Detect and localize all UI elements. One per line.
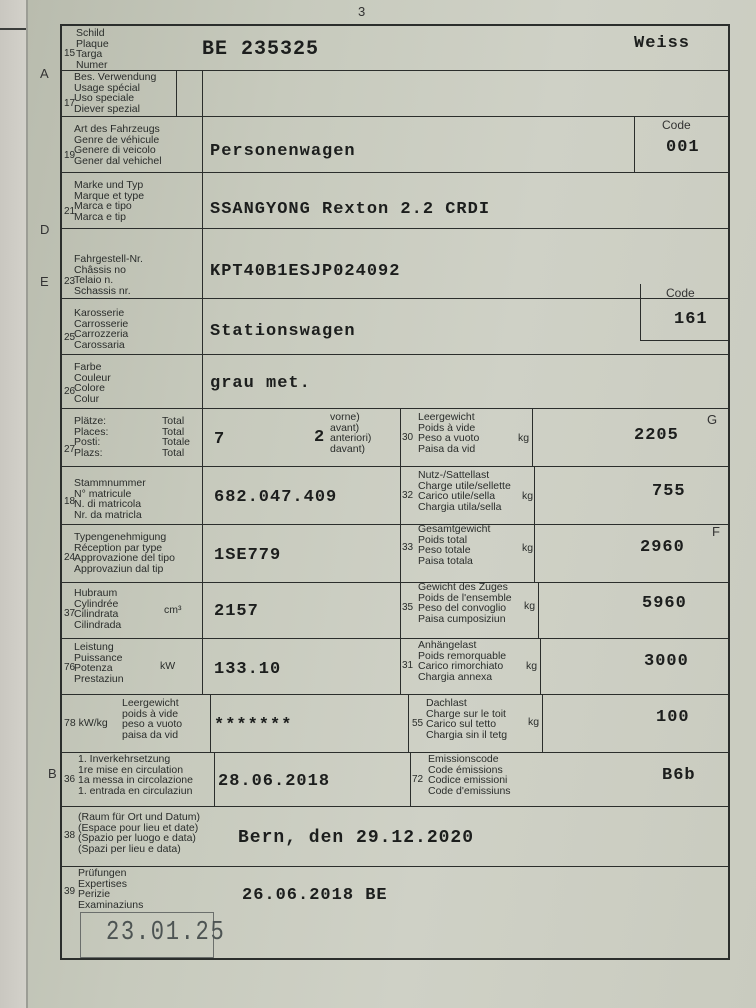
registration-form xyxy=(60,24,730,960)
empty-weight-value: 2205 xyxy=(634,426,679,445)
margin-letter-e: E xyxy=(40,274,49,289)
row-body xyxy=(62,286,728,355)
field-number: 25 xyxy=(64,332,76,343)
field-number: 37 xyxy=(64,608,76,619)
inspection-stamp: 23.01.25 xyxy=(106,918,226,948)
page-number: 3 xyxy=(358,4,366,19)
gross-weight-label: Gesamtgewicht Poids total Peso totale Paisa totala xyxy=(418,523,491,567)
field-number: 39 xyxy=(64,886,76,897)
place-date-label: (Raum für Ort und Datum) (Espace pour lieu et date) (Spazio per luogo e data) (Spazi per lieu e data) xyxy=(78,811,200,855)
field-number: 36 xyxy=(64,774,76,785)
vehicle-type-label: Art des Fahrzeugs Genre de véhicule Genere di veicolo Gener dal vehichel xyxy=(74,123,162,167)
body-value: Stationswagen xyxy=(210,322,356,341)
place-date-value: Bern, den 29.12.2020 xyxy=(238,828,475,848)
field-number: 76 xyxy=(64,662,76,673)
roof-load-label: Dachlast Charge sur le toit Carico sul tetto Chargia sin il tetg xyxy=(426,697,508,741)
vehicle-type-code: 001 xyxy=(666,138,700,157)
field-number: 18 xyxy=(64,496,76,507)
field-number: 23 xyxy=(64,276,76,287)
empty-weight-label: Leergewicht Poids à vide Peso a vuoto Paisa da vid xyxy=(418,411,480,455)
type-approval-value: 1SE779 xyxy=(214,546,282,565)
row-power-ratio-roof-load xyxy=(62,694,728,753)
trailer-load-label: Anhängelast Poids remorquable Carico rimorchiato Chargia annexa xyxy=(418,639,507,683)
make-value: SSANGYONG Rexton 2.2 CRDI xyxy=(210,200,491,219)
field-number: 78 xyxy=(64,717,76,729)
colour-label: Farbe Couleur Colore Colur xyxy=(74,361,111,405)
field-number: 30 xyxy=(402,432,414,443)
colour-value: grau met. xyxy=(210,374,311,393)
power-ratio-value: ******* xyxy=(214,716,293,735)
field-number: 21 xyxy=(64,206,76,217)
field-number: 72 xyxy=(412,774,424,785)
seats-front-label: vorne) avant) anteriori) davant) xyxy=(330,411,372,455)
power-ratio-number xyxy=(64,718,108,729)
payload-value: 755 xyxy=(652,482,686,501)
type-approval-label: Typengenehmigung Réception par type Approvazione del tipo Approvaziun dal tip xyxy=(74,531,175,575)
train-weight-value: 5960 xyxy=(642,594,687,613)
field-number: 32 xyxy=(402,490,414,501)
margin-letter-f: F xyxy=(712,524,720,539)
plate-value: BE 235325 xyxy=(202,38,320,61)
field-number: 24 xyxy=(64,552,76,563)
code-label: Code xyxy=(662,118,691,132)
plate-label: Schild Plaque Targa Numer xyxy=(76,27,109,71)
row-displacement-train-weight xyxy=(62,582,728,639)
field-number: 27 xyxy=(64,444,76,455)
trailer-load-unit: kg xyxy=(526,660,538,672)
seats-label: Plätze: Places: Posti: Plazs: xyxy=(74,415,109,459)
row-master-number-payload xyxy=(62,466,728,525)
field-number: 17 xyxy=(64,98,76,109)
first-registration-label: 1. Inverkehrsetzung 1re mise en circulation 1a messa in circolazione 1. entrada en circulaziun xyxy=(78,753,193,797)
margin-letter-g: G xyxy=(707,412,718,427)
gross-weight-unit: kg xyxy=(522,542,534,554)
roof-load-value: 100 xyxy=(656,708,690,727)
power-unit: kW xyxy=(160,660,176,672)
seats-total-value: 7 xyxy=(214,430,226,449)
margin-letter-d: D xyxy=(40,222,50,237)
vehicle-type-value: Personenwagen xyxy=(210,142,356,161)
usage-label: Bes. Verwendung Usage spécial Uso speciale Diever spezial xyxy=(74,71,157,115)
row-colour xyxy=(62,354,728,409)
displacement-unit: cm³ xyxy=(164,604,182,616)
power-ratio-prefix: kW/kg xyxy=(78,717,108,729)
payload-label: Nutz-/Sattellast Charge utile/sellette Carico utile/sella Chargia utila/sella xyxy=(418,469,511,513)
field-number: 26 xyxy=(64,386,76,397)
registration-document-page xyxy=(26,0,756,1008)
vin-value: KPT40B1ESJP024092 xyxy=(210,262,401,281)
row-inspections xyxy=(62,866,728,956)
first-registration-value: 28.06.2018 xyxy=(218,772,331,791)
master-number-value: 682.047.409 xyxy=(214,488,338,507)
margin-letter-a: A xyxy=(40,66,49,81)
row-usage xyxy=(62,70,728,117)
empty-weight-unit: kg xyxy=(518,432,530,444)
make-label: Marke und Typ Marque et type Marca e tipo Marca e tip xyxy=(74,179,145,223)
field-number: 31 xyxy=(402,660,414,671)
row-power-trailer-load xyxy=(62,638,728,695)
power-value: 133.10 xyxy=(214,660,282,679)
roof-load-unit: kg xyxy=(528,716,540,728)
inspections-value: 26.06.2018 BE xyxy=(242,886,388,905)
train-weight-unit: kg xyxy=(524,600,536,612)
field-number: 19 xyxy=(64,150,76,161)
field-number: 55 xyxy=(412,718,424,729)
body-label: Karosserie Carrosserie Carrozzeria Carossaria xyxy=(74,307,129,351)
gross-weight-value: 2960 xyxy=(640,538,685,557)
trailer-load-value: 3000 xyxy=(644,652,689,671)
inspections-label: Prüfungen Expertises Perizie Examinaziuns xyxy=(78,867,144,911)
emission-code-value: B6b xyxy=(662,766,696,785)
displacement-label: Hubraum Cylindrée Cilindrata Cilindrada xyxy=(74,587,122,631)
code-label: Code xyxy=(666,286,695,300)
row-vin xyxy=(62,228,728,299)
field-number: 35 xyxy=(402,602,414,613)
row-type-approval-gross-weight xyxy=(62,524,728,583)
row-plate xyxy=(62,26,728,71)
plate-color-value: Weiss xyxy=(634,34,691,53)
seats-front-value: 2 xyxy=(314,428,326,447)
row-first-registration-emission xyxy=(62,752,728,807)
body-code: 161 xyxy=(674,310,708,329)
vin-label: Fahrgestell-Nr. Châssis no Telaio n. Schassis nr. xyxy=(74,253,143,297)
field-number: 38 xyxy=(64,830,76,841)
row-make xyxy=(62,172,728,229)
margin-letter-b: B xyxy=(48,766,57,781)
row-place-date xyxy=(62,806,728,867)
field-number: 15 xyxy=(64,48,76,59)
master-number-label: Stammnummer N° matricule N. di matricola Nr. da matricla xyxy=(74,477,146,521)
row-seats-empty-weight xyxy=(62,408,728,467)
field-number: 33 xyxy=(402,542,414,553)
train-weight-label: Gewicht des Zuges Poids de l'ensemble Peso del convoglio Paisa cumposiziun xyxy=(418,581,512,625)
payload-unit: kg xyxy=(522,490,534,502)
displacement-value: 2157 xyxy=(214,602,259,621)
power-ratio-label: Leergewicht poids à vide peso a vuoto paisa da vid xyxy=(122,697,183,741)
row-vehicle-type xyxy=(62,116,728,173)
emission-code-label: Emissionscode Code émissions Codice emissioni Code d'emissiuns xyxy=(428,753,511,797)
seats-total-label: Total Total Totale Total xyxy=(162,415,191,459)
power-label: Leistung Puissance Potenza Prestaziun xyxy=(74,641,124,685)
